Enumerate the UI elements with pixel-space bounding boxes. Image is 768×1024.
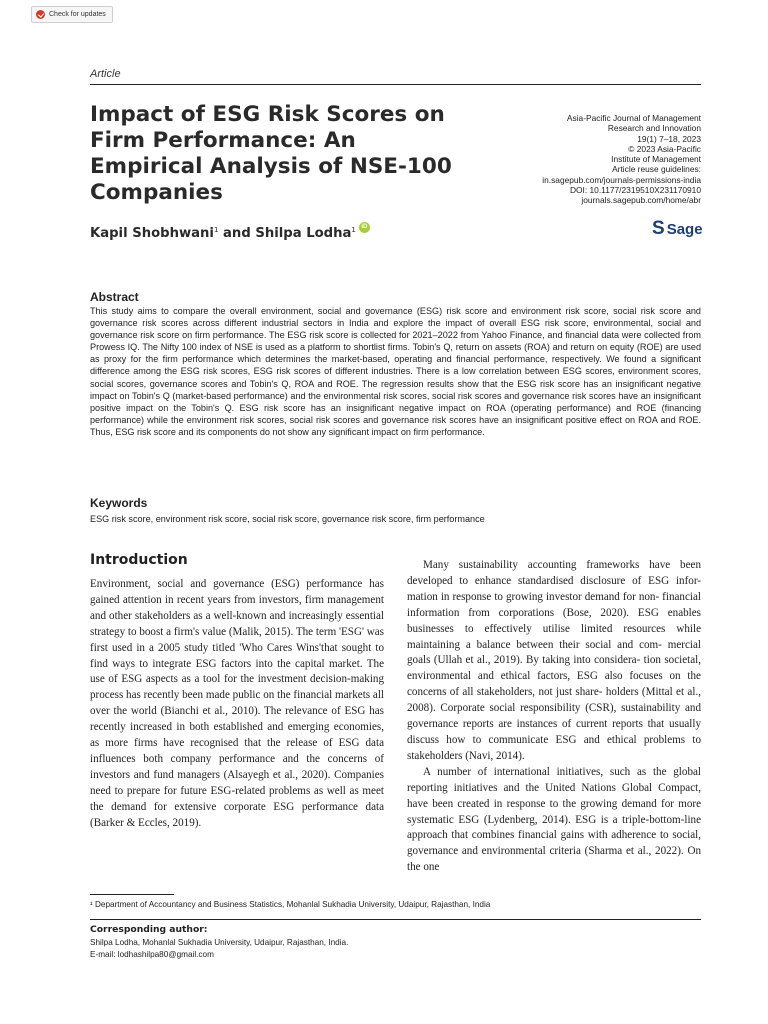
journal-home-link[interactable]: journals.sagepub.com/home/abr [581, 195, 701, 206]
journal-metadata [500, 113, 701, 206]
orcid-icon[interactable]: iD [359, 222, 370, 233]
paper-title: Impact of ESG Risk Scores on Firm Performance: An Empirical Analysis of NSE-100 Companies [90, 102, 452, 205]
author-affiliation-marker: 1 [351, 226, 356, 234]
introduction-heading: Introduction [90, 552, 188, 568]
body-paragraph: Many sustainability accounting frameworks have been developed to enhance standardised disclosure of ESG infor- mation in response to growing investor demand for non- financial information from corporations (Bose, 2020). ESG enables businesses to effectively utilise limited resources while maintaining a balance between their social and com- mercial goals (Ullah et al., 2019). By taking into considera- tion societal, environmental and ethical factors, ESG also focuses on the concerns of all stakeholders, not just share- holders (Mittal et al., 2008). Corporate social responsibility (CSR), sustainability and governance reports are instances of current reports that usually discuss how to communicate ESG and ethical problems to stakeholders (Navi, 2014). [407, 559, 701, 762]
abstract-heading: Abstract [90, 290, 139, 304]
body-column-right [407, 558, 701, 876]
corresponding-author-address: Shilpa Lodha, Mohanlal Sukhadia University, Udaipur, Rajasthan, India. [90, 938, 349, 947]
sage-wordmark: Sage [666, 220, 703, 238]
corresponding-divider [90, 919, 701, 920]
corresponding-author-heading: Corresponding author: [90, 924, 208, 935]
permissions-link[interactable]: in.sagepub.com/journals-permissions-india [542, 174, 701, 185]
journal-name-line2: Research and Innovation [607, 123, 701, 134]
check-for-updates-button[interactable] [31, 6, 113, 23]
journal-name-line1: Asia-Pacific Journal of Management [566, 113, 701, 123]
footnote-divider [90, 894, 174, 895]
header-divider [90, 84, 701, 85]
corresponding-author-email[interactable]: E-mail: lodhashilpa80@gmail.com [90, 950, 214, 959]
article-type-label: Article [90, 68, 121, 80]
body-paragraph: A number of international initiatives, such as the global reporting initiatives and the United Nations Global Compact, have been created in response to the growing demand for more systematic ESG (Lydenberg, 2014). ESG is a triple-bottom-line approach that combines financial gains with adherence to social, governance and environmental criteria (Sharma et al., 2022). On the one [407, 765, 701, 874]
keywords-heading: Keywords [90, 496, 148, 510]
journal-volume: 19(1) 7–18, 2023 [637, 133, 701, 144]
copyright-line1: © 2023 Asia-Pacific [628, 143, 701, 154]
check-updates-label: Check for updates [49, 11, 106, 18]
keywords-list: ESG risk score, environment risk score, social risk score, governance risk score, firm performance [90, 514, 485, 524]
reuse-guidelines-label: Article reuse guidelines: [612, 164, 701, 175]
author-joiner: and [218, 226, 256, 241]
author-name: Kapil Shobhwani [90, 226, 214, 241]
author-affiliation-marker: 1 [213, 226, 219, 234]
author-list [90, 226, 370, 241]
body-column-left: Environment, social and governance (ESG) performance has gained attention in recent years from investors, firm management and other stakeholders as a well-known and increasingly essential strategy to boost a firm's value (Malik, 2015). The term 'ESG' was first used in a 2005 study titled 'Who Cares Wins'that sought to find ways to integrate ESG factors into the capital market. The use of ESG aspects as a tool for the investment decision-making process has recently been made public on the financial markets all over the world (Bianchi et al., 2010). The relevance of ESG has recently increased in both established and emerging economies, as more firms have recognised that the release of ESG data influences both company performance and the concerns of investors and fund managers (Alsayegh et al., 2020). Companies need to prepare for future ESG-related problems as well as meet the demand for extensive corporate ESG performance data (Barker & Eccles, 2019). [90, 578, 384, 829]
sage-logo [652, 220, 703, 238]
doi-link[interactable]: DOI: 10.1177/2319510X231170910 [569, 185, 701, 196]
author-name: Shilpa Lodha [255, 226, 352, 241]
update-badge-icon [36, 10, 45, 19]
copyright-line2: Institute of Management [611, 154, 701, 165]
affiliation-footnote: ¹ Department of Accountancy and Business Statistics, Mohanlal Sukhadia University, Udaipur, Rajasthan, India [90, 900, 491, 909]
sage-mark-icon: S [652, 218, 665, 239]
abstract-body: This study aims to compare the overall environment, social and governance (ESG) risk score and environment risk score, social risk score and governance risk scores across different industrial sectors in India and explore the impact of overall ESG risk score, environmental, social and governance risk score on firm performance. The ESG risk score is collected for 2021–2022 from Yahoo Finance, and financial data were collected from Prowess IQ. The Nifty 100 index of NSE is used as a platform to shortlist firms. Tobin's Q, return on assets (ROA) and return on equity (ROE) are used as proxy for the firm performance which determines the market-based, operating and financial performance, respectively. We found a significant difference among the ESG risk scores, ESG risk scores of different industries. There is a low correlation between ESG scores, environment scores, social scores, governance scores and Tobin's Q, ROA and ROE. The regression results show that the ESG risk score has an insignificant negative impact on Tobin's Q (market-based performance) and the environmental risk scores, social risk scores and governance risk scores have an insignificant positive impact on the Tobin's Q. ESG risk score has an insignificant negative impact on ROA (operating performance) and ROE (financing performance) while the environment risk scores, social risk scores and governance risk scores have an insignificant positive effect on ROA and ROE. Thus, ESG risk score and its components do not show any significant impact on firm performance. [90, 306, 701, 437]
